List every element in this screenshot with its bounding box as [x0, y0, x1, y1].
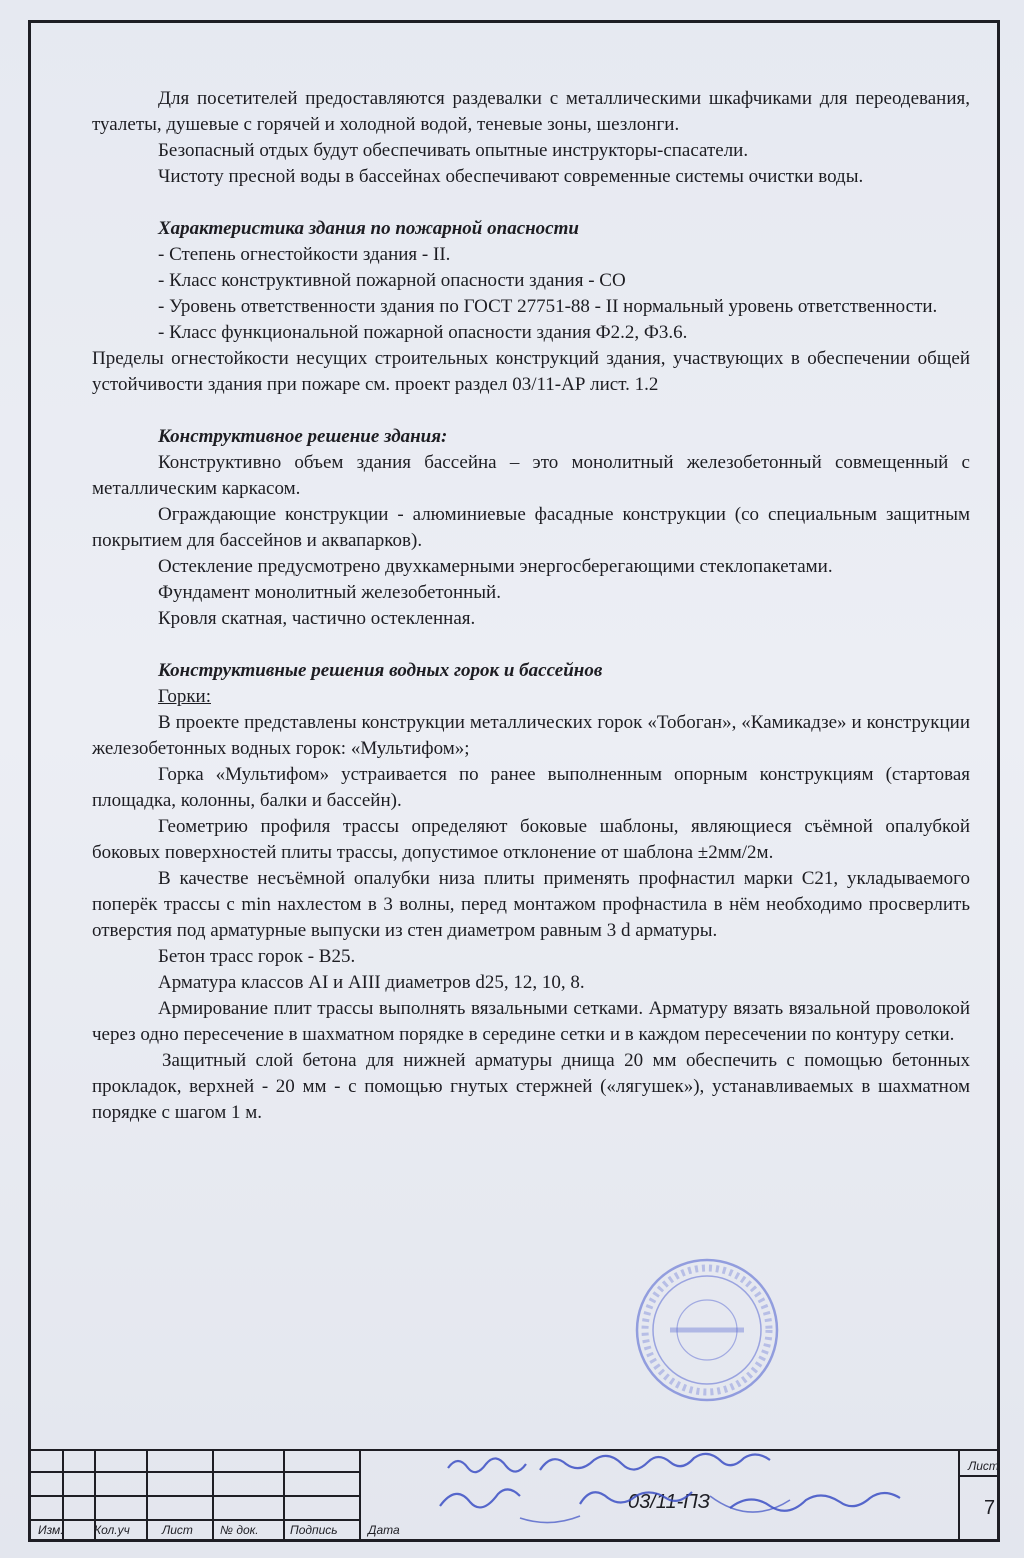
label-signature: Подпись — [290, 1523, 338, 1537]
subsection-heading — [92, 684, 970, 710]
paragraph: - Класс конструктивной пожарной опасности здания - СО — [158, 270, 626, 291]
paragraph: Горка «Мультифом» устраивается по ранее выполненным опорным конструкциям (стартовая площадка, колонны, балки и бассейн). — [92, 764, 970, 811]
paragraph: Геометрию профиля трассы определяют боковые шаблоны, являющиеся съёмной опалубкой боковых поверхностей плиты трассы, допустимое отклонение от шаблона ±2мм/2м. — [92, 816, 970, 863]
round-stamp — [632, 1255, 782, 1405]
paragraph: Армирование плит трассы выполнять вязальными сетками. Арматуру вязать вязальной проволокой через одно пересечение в шахматном порядке в середине сетки и в каждом пересечении по контуру сетки. — [92, 998, 970, 1045]
paragraph: Защитный слой бетона для нижней арматуры днища 20 мм обеспечить с помощью бетонных прокладок, верхней - 20 мм - с помощью гнутых стержней («лягушек»), устанавливаемых в шахматном порядке с шагом 1 м. — [92, 1050, 970, 1123]
label-date: Дата — [368, 1523, 400, 1537]
paragraph: - Класс функциональной пожарной опасности здания Ф2.2, Ф3.6. — [158, 322, 688, 343]
handwritten-signature — [430, 1448, 930, 1538]
paragraph: Остекление предусмотрено двухкамерными энергосберегающими стеклопакетами. — [158, 556, 833, 577]
paragraph: Кровля скатная, частично остекленная. — [158, 608, 476, 629]
label-doc-number: № док. — [220, 1523, 259, 1537]
section-heading: Конструктивное решение здания: — [158, 426, 448, 447]
paragraph: Фундамент монолитный железобетонный. — [158, 582, 501, 603]
paragraph: Пределы огнестойкости несущих строительных конструкций здания, участвующих в обеспечении общей устойчивости здания при пожаре см. проект раздел 03/11-АР лист. 1.2 — [92, 348, 970, 395]
label-list: Лист — [162, 1523, 193, 1537]
paragraph: Для посетителей предоставляются раздевалки с металлическими шкафчиками для переодевания, туалеты, душевые с горячей и холодной водой, теневые зоны, шезлонги. — [92, 88, 970, 135]
section-heading: Характеристика здания по пожарной опасности — [158, 218, 579, 239]
spacer — [92, 190, 970, 216]
label-izm: Изм. — [38, 1523, 64, 1537]
paragraph: Ограждающие конструкции - алюминиевые фасадные конструкции (со специальным защитным покрытием для бассейнов и аквапарков). — [92, 504, 970, 551]
paragraph: Чистоту пресной воды в бассейнах обеспечивают современные системы очистки воды. — [158, 166, 864, 187]
paragraph: - Уровень ответственности здания по ГОСТ 27751-88 - II нормальный уровень ответственности. — [158, 296, 938, 317]
paragraph: Бетон трасс горок - В25. — [158, 946, 356, 967]
paragraph: Безопасный отдых будут обеспечивать опытные инструкторы-спасатели. — [158, 140, 749, 161]
sheet-label: Лист — [968, 1459, 999, 1473]
spacer — [92, 632, 970, 658]
paragraph: Арматура классов AI и AIII диаметров d25, 12, 10, 8. — [158, 972, 585, 993]
spacer — [92, 398, 970, 424]
document-code: 03/11-ПЗ — [628, 1491, 710, 1513]
subsection-label: Горки: — [158, 686, 211, 707]
paragraph: В качестве несъёмной опалубки низа плиты применять профнастил марки С21, укладываемого поперёк трассы с min нахлестом в 3 волны, перед монтажом профнастила в нём необходимо просверлить отверстия под арматурные выпуски из стен диаметром равным 3 d арматуры. — [92, 868, 970, 941]
paragraph: Конструктивно объем здания бассейна – это монолитный железобетонный совмещенный с металлическим каркасом. — [92, 452, 970, 499]
sheet-number: 7 — [984, 1497, 996, 1519]
paragraph: В проекте представлены конструкции металлических горок «Тобоган», «Камикадзе» и конструкции железобетонных водных горок: «Мультифом»; — [92, 712, 970, 759]
section-heading: Конструктивные решения водных горок и бассейнов — [158, 660, 603, 681]
document-body — [92, 86, 970, 1126]
label-kol-uch: Кол.уч — [94, 1523, 130, 1537]
paragraph: - Степень огнестойкости здания - II. — [158, 244, 451, 265]
